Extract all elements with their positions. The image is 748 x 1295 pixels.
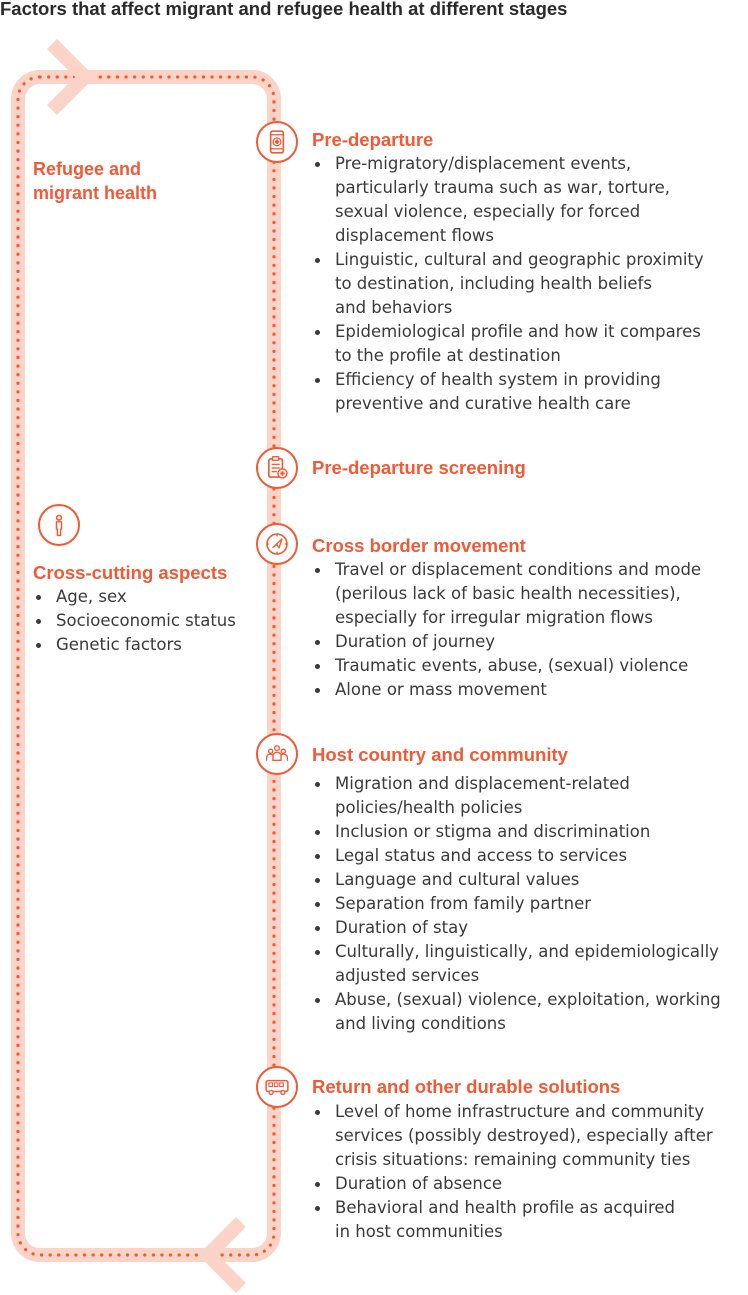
page-title: Factors that affect migrant and refugee health at different stages: [0, 0, 568, 19]
list-item: Travel or displacement conditions and mode (perilous lack of basic health necessities), especially for irregular migration flows: [312, 558, 701, 630]
stage-list-pre-departure: [312, 152, 704, 416]
list-item: Socioeconomic status: [33, 609, 236, 633]
list-item: Language and cultural values: [312, 868, 721, 892]
list-item: Abuse, (sexual) violence, exploitation, working and living conditions: [312, 988, 721, 1036]
stage-heading-pre-departure: Pre-departure: [312, 129, 434, 150]
list-item: Level of home infrastructure and community services (possibly destroyed), especially after crisis situations: remaining community ties: [312, 1100, 713, 1172]
list-item: Pre-migratory/displacement events, particularly trauma such as war, torture, sexual violence, especially for forced displacement flows: [312, 152, 704, 248]
community-group-icon: [256, 733, 298, 775]
stage-heading-screening: Pre-departure screening: [312, 457, 526, 478]
list-item: Migration and displacement-related policies/health policies: [312, 772, 721, 820]
list-item: Genetic factors: [33, 633, 236, 657]
stage-list-return: [312, 1100, 713, 1244]
mobile-phone-medical-icon: [256, 121, 298, 163]
list-item: Traumatic events, abuse, (sexual) violence: [312, 654, 701, 678]
list-item: Separation from family partner: [312, 892, 721, 916]
clipboard-medical-icon: [256, 447, 298, 489]
loop-band: [18, 77, 274, 1255]
list-item: Age, sex: [33, 585, 236, 609]
stage-list-host-country: [312, 772, 721, 1036]
list-item: Duration of journey: [312, 630, 701, 654]
list-item: Culturally, linguistically, and epidemiologically adjusted services: [312, 940, 721, 988]
crosscutting-heading: Cross-cutting aspects: [33, 562, 228, 583]
loop-dotted-line: [18, 77, 274, 1255]
list-item: Inclusion or stigma and discrimination: [312, 820, 721, 844]
person-icon: [38, 504, 80, 546]
stage-heading-host-country: Host country and community: [312, 744, 568, 765]
list-item: Legal status and access to services: [312, 844, 721, 868]
crosscutting-list: [33, 585, 236, 657]
list-item: Efficiency of health system in providing preventive and curative health care: [312, 368, 704, 416]
list-item: Alone or mass movement: [312, 678, 701, 702]
list-item: Duration of absence: [312, 1172, 713, 1196]
list-item: Epidemiological profile and how it compares to the profile at destination: [312, 320, 704, 368]
bus-icon: [256, 1066, 298, 1108]
stage-heading-cross-border: Cross border movement: [312, 535, 526, 556]
compass-icon: [256, 523, 298, 565]
loop-heading: Refugee and migrant health: [33, 159, 158, 203]
stage-heading-return: Return and other durable solutions: [312, 1076, 621, 1097]
list-item: Duration of stay: [312, 916, 721, 940]
list-item: Linguistic, cultural and geographic proximity to destination, including health beliefs and behaviors: [312, 248, 704, 320]
list-item: Behavioral and health profile as acquired in host communities: [312, 1196, 713, 1244]
stage-list-cross-border: [312, 558, 701, 702]
